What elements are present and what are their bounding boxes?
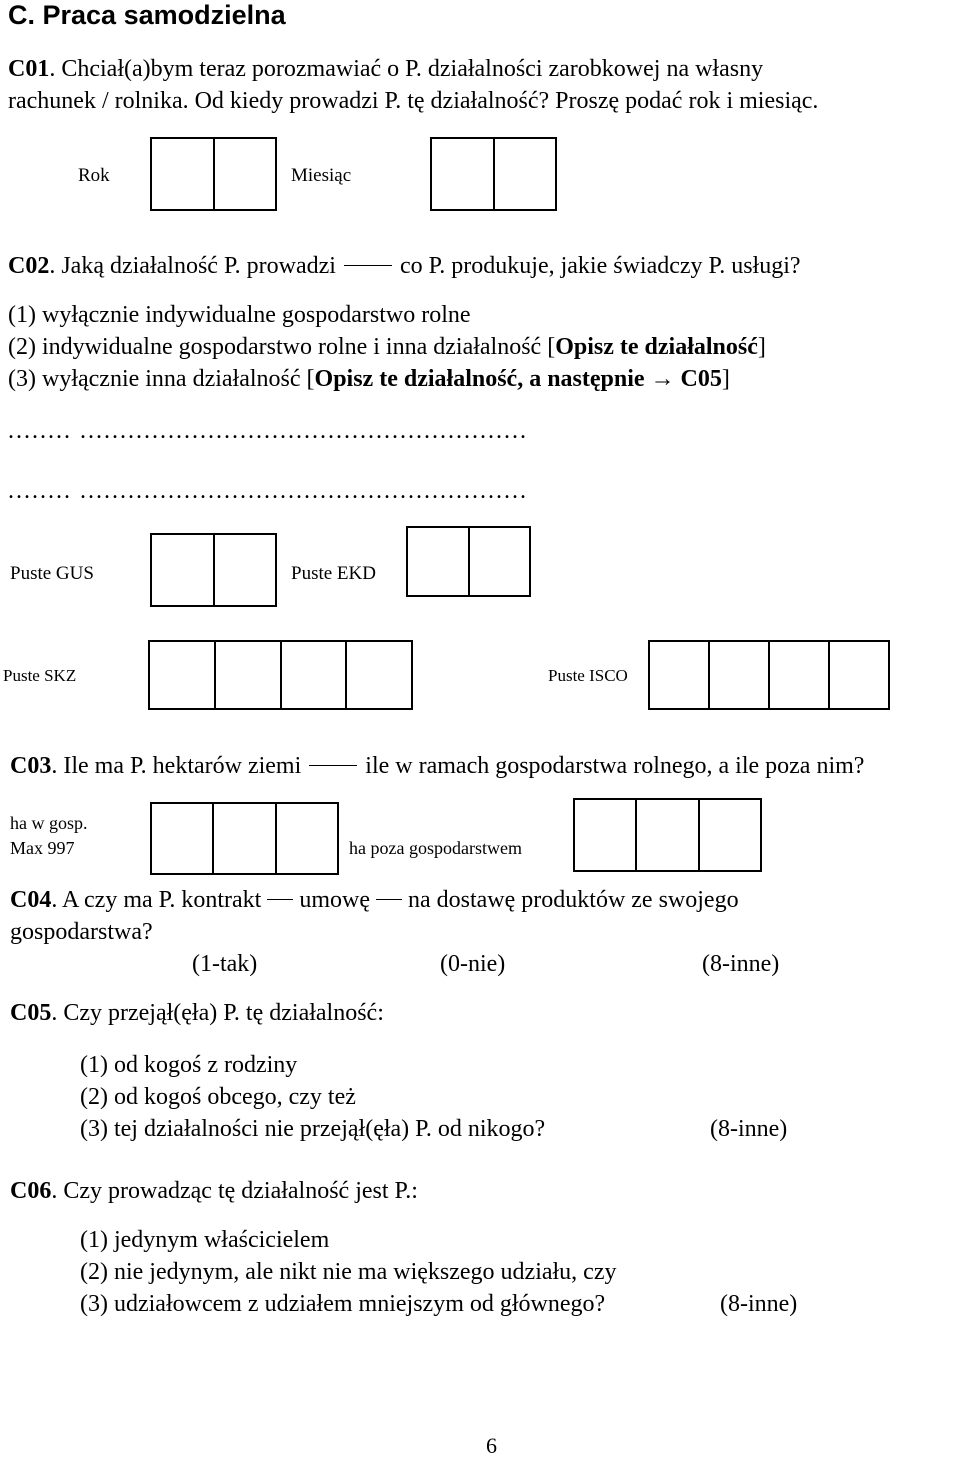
question-text-c: na dostawę produktów ze swojego: [407, 887, 739, 913]
em-dash: [267, 899, 293, 900]
option-instruction: Opisz te działalność, a następnie → C05: [314, 366, 722, 392]
answer-tak[interactable]: (1-tak): [192, 951, 258, 977]
em-dash: [376, 899, 402, 900]
question-code: C01: [8, 56, 50, 82]
question-code: C05: [10, 1000, 52, 1026]
question-code: C06: [10, 1178, 52, 1204]
c05-option-2[interactable]: (2) od kogoś obcego, czy też: [80, 1084, 356, 1110]
question-text-cont: co P. produkuje, jakie świadczy P. usługi?: [399, 253, 801, 279]
option-bracket: ]: [757, 334, 766, 360]
option-instruction: Opisz te działalność: [555, 334, 758, 360]
input-cell[interactable]: [216, 642, 282, 708]
input-cell[interactable]: [408, 528, 470, 595]
question-text: . Czy przejął(ęła) P. tę działalność:: [51, 1000, 384, 1026]
input-cell[interactable]: [770, 642, 830, 708]
answer-inne[interactable]: (8-inne): [702, 951, 780, 977]
ha-poza-label: ha poza gospodarstwem: [349, 838, 522, 858]
ekd-input-boxes[interactable]: [406, 526, 531, 597]
input-cell[interactable]: [277, 804, 337, 873]
question-code: C03: [10, 753, 52, 779]
question-c04: [10, 883, 739, 917]
input-cell[interactable]: [152, 139, 215, 209]
question-text: . Ile ma P. hektarów ziemi: [51, 753, 302, 779]
c05-option-3[interactable]: (3) tej działalności nie przejął(ęła) P. od nikogo?: [80, 1116, 546, 1142]
miesiac-input-boxes[interactable]: [430, 137, 557, 211]
input-cell[interactable]: [650, 642, 710, 708]
gus-input-boxes[interactable]: [150, 533, 277, 607]
rok-label: Rok: [78, 165, 110, 186]
input-cell[interactable]: [215, 535, 276, 605]
input-cell[interactable]: [710, 642, 770, 708]
em-dash: [344, 265, 392, 266]
puste-ekd-label: Puste EKD: [291, 563, 376, 584]
option-bracket: ]: [721, 366, 730, 392]
c06-option-inne[interactable]: (8-inne): [720, 1291, 798, 1317]
max-label: Max 997: [10, 838, 75, 858]
ha-gosp-input-boxes[interactable]: [150, 802, 339, 875]
question-c05: [10, 996, 384, 1030]
page-number: 6: [486, 1433, 497, 1458]
option-text: (3) wyłącznie inna działalność [: [8, 366, 315, 392]
input-cell[interactable]: [830, 642, 888, 708]
answer-dotted-line-2[interactable]: ........ ........................................................: [8, 478, 528, 504]
input-cell[interactable]: [432, 139, 495, 209]
section-title: C. Praca samodzielna: [8, 0, 286, 30]
input-cell[interactable]: [215, 139, 276, 209]
c05-option-inne[interactable]: (8-inne): [710, 1116, 788, 1142]
skz-input-boxes[interactable]: [148, 640, 413, 710]
input-cell[interactable]: [700, 800, 760, 870]
c06-option-3[interactable]: (3) udziałowcem z udziałem mniejszym od głównego?: [80, 1291, 606, 1317]
question-c02: [8, 249, 801, 283]
input-cell[interactable]: [152, 535, 215, 605]
rok-input-boxes[interactable]: [150, 137, 277, 211]
question-text: . Czy prowadząc tę działalność jest P.:: [51, 1178, 418, 1204]
answer-nie[interactable]: (0-nie): [440, 951, 506, 977]
input-cell[interactable]: [347, 642, 411, 708]
question-text: . Jaką działalność P. prowadzi: [49, 253, 336, 279]
c02-option-1: (1) wyłącznie indywidualne gospodarstwo rolne: [8, 302, 471, 328]
ha-w-gosp-label: ha w gosp.: [10, 813, 88, 833]
input-cell[interactable]: [470, 528, 530, 595]
puste-gus-label: Puste GUS: [10, 563, 94, 584]
em-dash: [309, 765, 357, 766]
question-c01-line2: rachunek / rolnika. Od kiedy prowadzi P. tę działalność? Proszę podać rok i miesiąc.: [8, 88, 819, 114]
input-cell[interactable]: [150, 642, 216, 708]
puste-isco-label: Puste ISCO: [548, 666, 628, 685]
input-cell[interactable]: [575, 800, 637, 870]
miesiac-label: Miesiąc: [291, 165, 352, 186]
question-text-cont: ile w ramach gospodarstwa rolnego, a ile poza nim?: [365, 753, 865, 779]
question-text: . A czy ma P. kontrakt: [51, 887, 262, 913]
input-cell[interactable]: [282, 642, 348, 708]
question-c06: [10, 1174, 418, 1208]
question-text: . Chciał(a)bym teraz porozmawiać o P. działalności zarobkowej na własny: [49, 56, 764, 82]
c02-option-2: [8, 330, 766, 364]
question-c04-line2: gospodarstwa?: [10, 919, 153, 945]
input-cell[interactable]: [152, 804, 214, 873]
c02-option-3: [8, 362, 730, 396]
c05-option-1[interactable]: (1) od kogoś z rodziny: [80, 1052, 298, 1078]
isco-input-boxes[interactable]: [648, 640, 890, 710]
c06-option-2[interactable]: (2) nie jedynym, ale nikt nie ma większego udziału, czy: [80, 1259, 617, 1285]
question-code: C02: [8, 253, 50, 279]
question-c01: [8, 52, 763, 86]
input-cell[interactable]: [214, 804, 276, 873]
question-c03: [10, 749, 864, 783]
ha-poza-input-boxes[interactable]: [573, 798, 762, 872]
question-code: C04: [10, 887, 52, 913]
answer-dotted-line-1[interactable]: ........ ........................................................: [8, 418, 528, 444]
question-text-b: umowę: [299, 887, 370, 913]
option-text: (2) indywidualne gospodarstwo rolne i inna działalność [: [8, 334, 556, 360]
input-cell[interactable]: [495, 139, 556, 209]
input-cell[interactable]: [637, 800, 699, 870]
c06-option-1[interactable]: (1) jedynym właścicielem: [80, 1227, 330, 1253]
puste-skz-label: Puste SKZ: [3, 666, 77, 685]
